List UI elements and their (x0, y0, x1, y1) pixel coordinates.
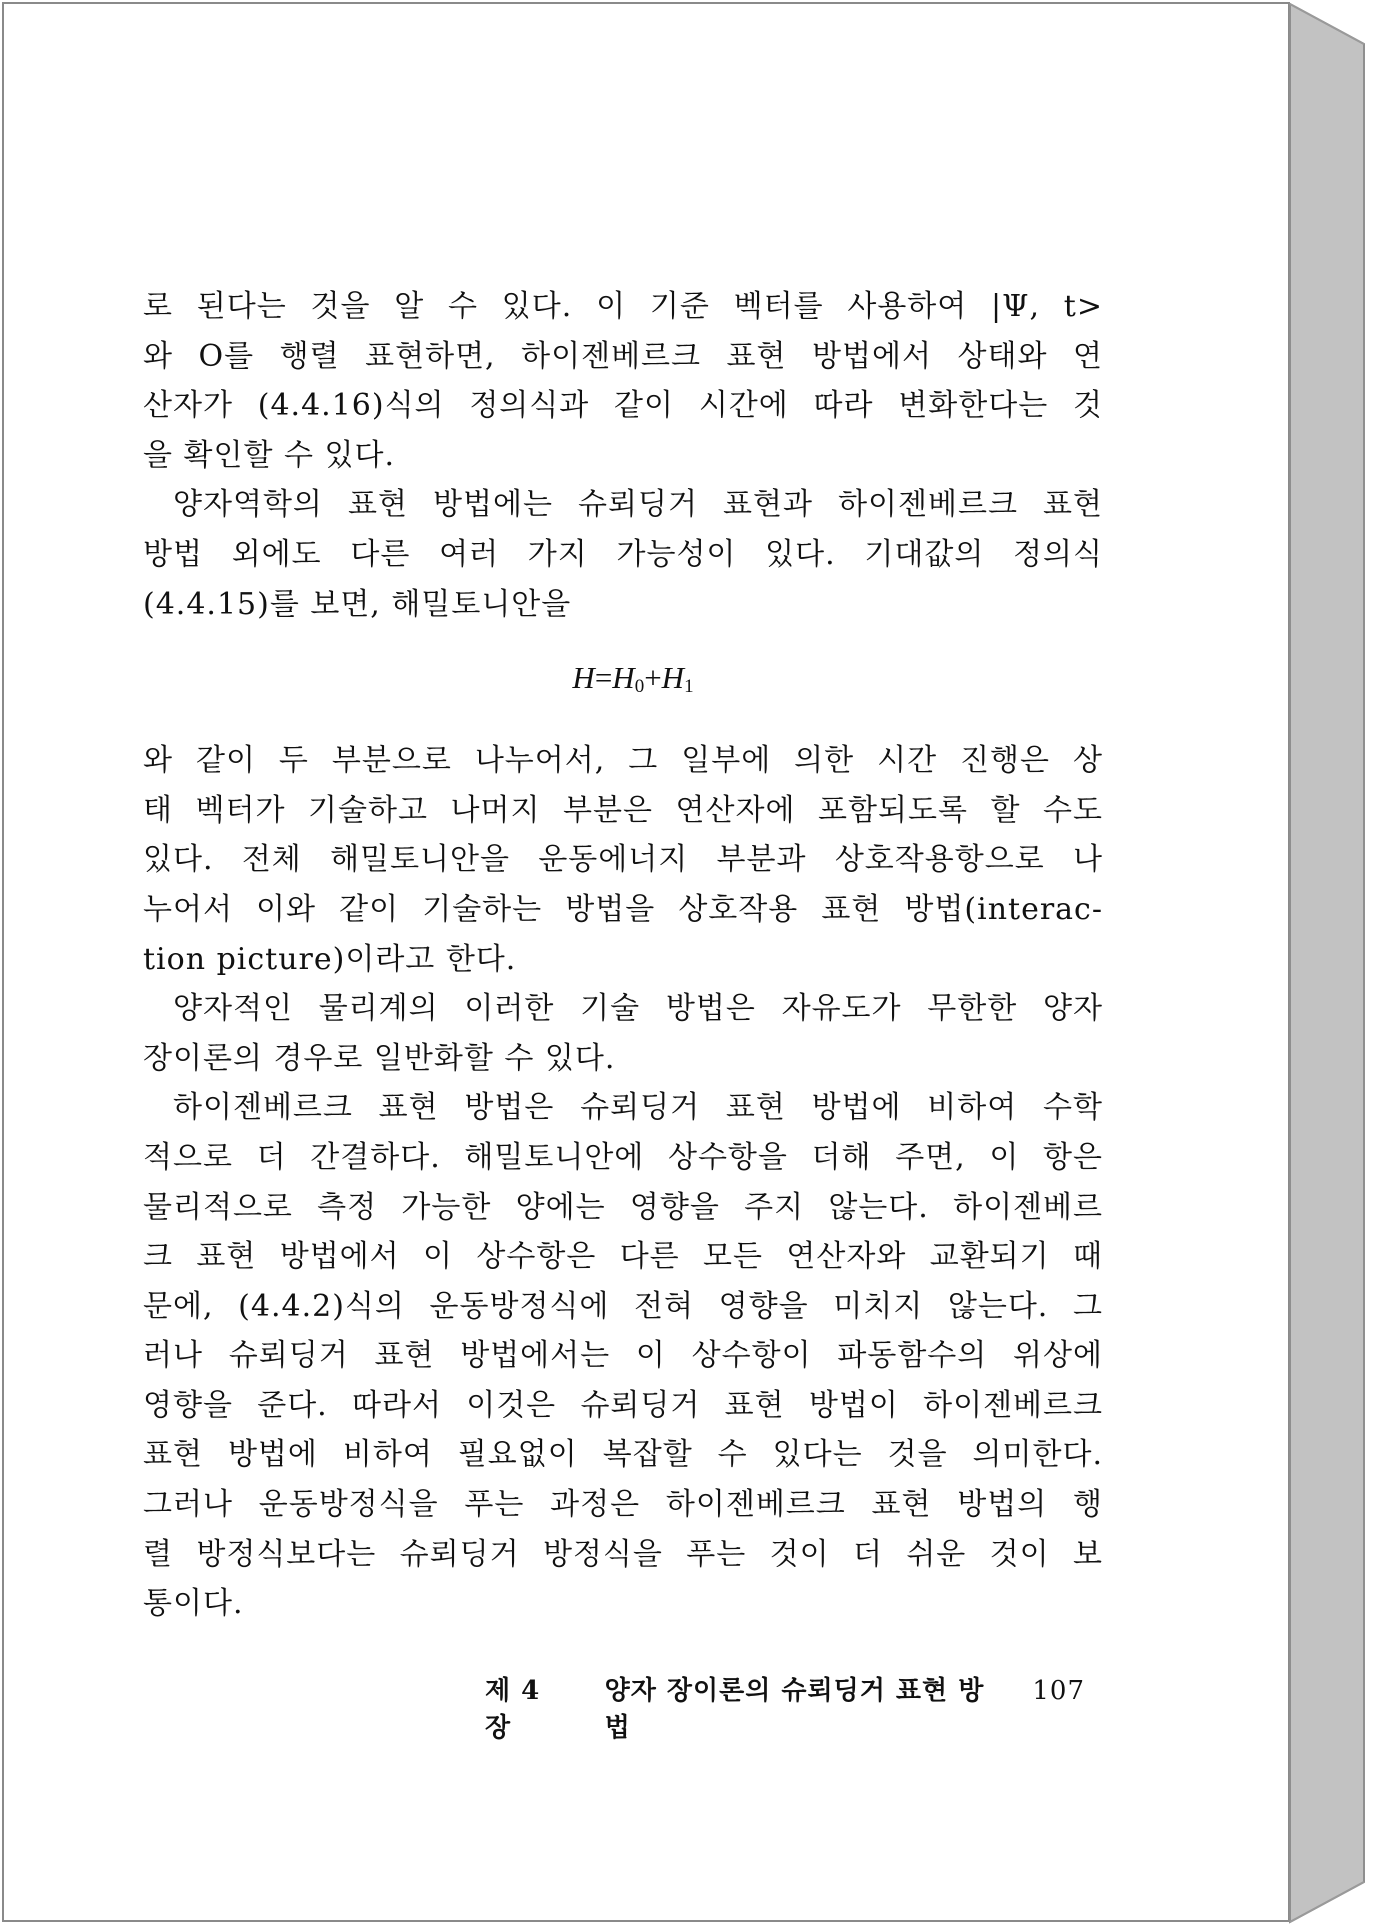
paragraph-1-line-4: 을 확인할 수 있다. (143, 437, 396, 473)
running-footer (485, 1670, 1085, 1744)
paragraph-5-line-11: 통이다. (143, 1586, 244, 1622)
paragraph-3-line-4: 누어서 이와 같이 기술하는 방법을 상호작용 표현 방법(interac- (143, 891, 1103, 927)
paragraph-5-line-1: 하이젠베르크 표현 방법은 슈뢰딩거 표현 방법에 비하여 수학 (173, 1090, 1103, 1126)
paragraph-3-line-5: tion picture)이라고 한다. (143, 941, 517, 977)
paragraph-3-line-1: 와 같이 두 부분으로 나누어서, 그 일부에 의한 시간 진행은 상 (143, 743, 1103, 779)
footer-title: 양자 장이론의 슈뢰딩거 표현 방법 (604, 1676, 985, 1743)
paragraph-5-line-7: 영향을 준다. 따라서 이것은 슈뢰딩거 표현 방법이 하이젠베르크 (143, 1387, 1103, 1423)
paragraph-1-line-2: 와 O를 행렬 표현하면, 하이젠베르크 표현 방법에서 상태와 연 (143, 338, 1103, 374)
paragraph-5-line-9: 그러나 운동방정식을 푸는 과정은 하이젠베르크 표현 방법의 행 (143, 1487, 1103, 1523)
paragraph-1-line-3: 산자가 (4.4.16)식의 정의식과 같이 시간에 따라 변화한다는 것 (143, 388, 1103, 424)
equation-plus: + (644, 660, 662, 696)
book-side-face (1290, 4, 1364, 1922)
paragraph-3-line-3: 있다. 전체 해밀토니안을 운동에너지 부분과 상호작용항으로 나 (143, 842, 1103, 878)
paragraph-5-line-5: 문에, (4.4.2)식의 운동방정식에 전혀 영향을 미치지 않는다. 그 (143, 1288, 1103, 1324)
equation-lhs: H (572, 660, 595, 696)
paragraph-2-line-1: 양자역학의 표현 방법에는 슈뢰딩거 표현과 하이젠베르크 표현 (173, 487, 1103, 523)
paragraph-4-line-1: 양자적인 물리계의 이러한 기술 방법은 자유도가 무한한 양자 (173, 991, 1103, 1027)
paragraph-1-line-1: 로 된다는 것을 알 수 있다. 이 기준 벡터를 사용하여 |Ψ, t> (143, 289, 1103, 324)
paragraph-2-line-3: (4.4.15)를 보면, 해밀토니안을 (143, 586, 572, 622)
equation-term1-subscript: 0 (634, 676, 645, 698)
paragraph-2-line-2: 방법 외에도 다른 여러 가지 가능성이 있다. 기대값의 정의식 (143, 536, 1103, 572)
equation-term2: H (661, 660, 685, 696)
hamiltonian-equation (143, 655, 1103, 710)
footer-chapter: 제 4 장 (485, 1676, 541, 1743)
body-text (143, 282, 1103, 1629)
page-number: 107 (1032, 1676, 1085, 1706)
paragraph-5-line-4: 크 표현 방법에서 이 상수항은 다른 모든 연산자와 교환되기 때 (143, 1239, 1103, 1275)
paragraph-5-line-3: 물리적으로 측정 가능한 양에는 영향을 주지 않는다. 하이젠베르 (143, 1189, 1103, 1225)
paragraph-4-line-2: 장이론의 경우로 일반화할 수 있다. (143, 1040, 616, 1076)
equation-equals: = (594, 660, 613, 696)
paragraph-3-line-2: 태 벡터가 기술하고 나머지 부분은 연산자에 포함되도록 할 수도 (143, 792, 1103, 828)
paragraph-5-line-6: 러나 슈뢰딩거 표현 방법에서는 이 상수항이 파동함수의 위상에 (143, 1338, 1103, 1374)
paragraph-5-line-8: 표현 방법에 비하여 필요없이 복잡할 수 있다는 것을 의미한다. (143, 1437, 1103, 1473)
paragraph-5-line-10: 렬 방정식보다는 슈뢰딩거 방정식을 푸는 것이 더 쉬운 것이 보 (143, 1536, 1103, 1572)
equation-term1: H (612, 660, 635, 696)
paragraph-5-line-2: 적으로 더 간결하다. 해밀토니안에 상수항을 더해 주면, 이 항은 (143, 1139, 1103, 1175)
equation-term2-subscript: 1 (684, 676, 694, 698)
